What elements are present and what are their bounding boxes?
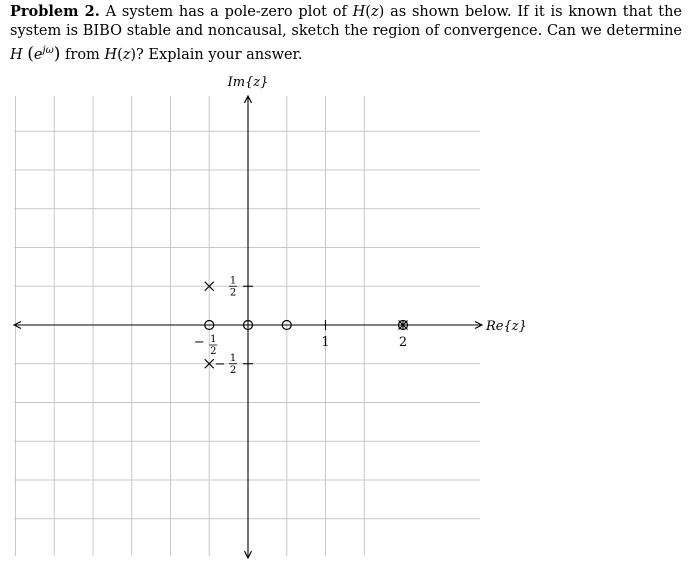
x-axis-label: Re{z} <box>486 319 527 334</box>
problem-text-2: as shown below. If it is known that the system is BIBO stable and noncausal, sketch the region of convergence. Can we determine <box>10 4 682 39</box>
x-neg-half-num: 1 <box>210 334 217 345</box>
problem-text-1: A system has a pole-zero plot of <box>105 4 347 20</box>
problem-text-3: from <box>65 46 100 63</box>
x-neg-half-den: 2 <box>210 346 217 357</box>
z-symbol: z <box>370 4 379 20</box>
y-tick-den: 2 <box>229 287 237 299</box>
problem-text-4: ? Explain your answer. <box>136 46 303 63</box>
x-tick-label: 2 <box>398 335 408 350</box>
x-neg-half-label <box>194 334 217 357</box>
z-symbol-3: z <box>122 46 131 63</box>
h-symbol-2: H <box>10 46 23 63</box>
ejw-exp: jω <box>42 45 54 56</box>
problem-statement: Problem 2. A system has a pole-zero plot of H(z) as shown below. If it is known that the system is BIBO stable and noncausal, sketch the region of convergence. Can we determine H $(e^{j\omega})$ from H(z)? Explain your answer. <box>10 3 682 64</box>
x-neg-half-sign: − <box>193 335 205 350</box>
y-axis-label: Im{z} <box>227 75 269 90</box>
ejw-base: e <box>33 46 43 63</box>
y-tick-sign: − <box>214 356 226 372</box>
y-tick-num: 1 <box>229 275 237 287</box>
problem-heading: Problem 2. <box>10 3 100 20</box>
grid <box>14 96 480 556</box>
h-symbol: H <box>352 4 366 20</box>
y-tick-label <box>229 275 237 298</box>
h-symbol-3: H <box>104 46 118 63</box>
y-tick-num: 1 <box>229 352 237 364</box>
y-tick-den: 2 <box>229 364 237 376</box>
x-tick-label: 1 <box>321 335 330 350</box>
